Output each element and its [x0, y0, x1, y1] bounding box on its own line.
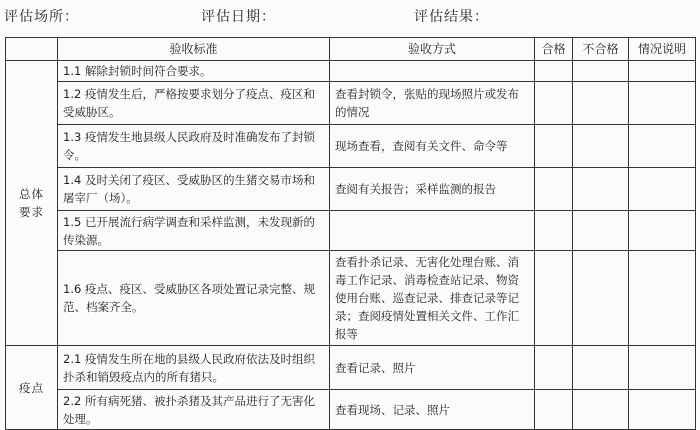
note-cell[interactable] — [629, 61, 696, 82]
note-cell[interactable] — [629, 251, 696, 346]
method-header: 验收方式 — [330, 38, 535, 61]
place-label: 评估场所： — [4, 9, 79, 25]
standard-header: 验收标准 — [58, 38, 330, 61]
acceptance-table — [5, 37, 696, 430]
pass-cell[interactable] — [535, 346, 573, 390]
result-label: 评估结果： — [414, 9, 489, 25]
note-cell[interactable] — [629, 82, 696, 125]
category-label-line1: 总体 — [19, 187, 44, 201]
standard-cell: 1.4 及时关闭了疫区、受威胁区的生猪交易市场和屠宰厂（场）。 — [58, 168, 330, 211]
note-cell[interactable] — [629, 125, 696, 168]
standard-cell: 2.2 所有病死猪、被扑杀猪及其产品进行了无害化处理。 — [58, 390, 330, 430]
method-cell: 现场查看，查阅有关文件、命令等 — [330, 125, 535, 168]
table-row — [6, 390, 696, 430]
note-cell[interactable] — [629, 211, 696, 251]
table-row — [6, 168, 696, 211]
table-header-row — [6, 38, 696, 61]
fail-cell[interactable] — [573, 82, 629, 125]
table-row — [6, 251, 696, 346]
fail-cell[interactable] — [573, 346, 629, 390]
category-label-line2: 要求 — [19, 205, 44, 219]
standard-cell: 1.1 解除封锁时间符合要求。 — [58, 61, 330, 82]
table-row — [6, 211, 696, 251]
method-cell: 查看记录、照片 — [330, 346, 535, 390]
standard-cell: 1.5 已开展流行病学调查和采样监测，未发现新的传染源。 — [58, 211, 330, 251]
method-cell — [330, 61, 535, 82]
date-label: 评估日期： — [201, 9, 276, 25]
pass-cell[interactable] — [535, 251, 573, 346]
standard-cell: 1.2 疫情发生后，严格按要求划分了疫点、疫区和受威胁区。 — [58, 82, 330, 125]
category-cell-epidemic-point: 疫点 — [6, 346, 58, 430]
fail-cell[interactable] — [573, 168, 629, 211]
pass-cell[interactable] — [535, 168, 573, 211]
table-row — [6, 82, 696, 125]
category-cell-general — [6, 61, 58, 346]
standard-cell: 1.3 疫情发生地县级人民政府及时准确发布了封锁令。 — [58, 125, 330, 168]
method-cell: 查看封锁令，张贴的现场照片或发布的情况 — [330, 82, 535, 125]
note-header: 情况说明 — [629, 38, 696, 61]
fail-cell[interactable] — [573, 61, 629, 82]
fail-cell[interactable] — [573, 251, 629, 346]
pass-cell[interactable] — [535, 61, 573, 82]
note-cell[interactable] — [629, 346, 696, 390]
pass-header: 合格 — [535, 38, 573, 61]
fail-cell[interactable] — [573, 211, 629, 251]
method-cell — [330, 211, 535, 251]
standard-cell: 1.6 疫点、疫区、受威胁区各项处置记录完整、规范、档案齐全。 — [58, 251, 330, 346]
pass-cell[interactable] — [535, 390, 573, 430]
table-row — [6, 61, 696, 82]
fail-header: 不合格 — [573, 38, 629, 61]
fail-cell[interactable] — [573, 125, 629, 168]
pass-cell[interactable] — [535, 82, 573, 125]
note-cell[interactable] — [629, 390, 696, 430]
method-cell: 查阅有关报告；采样监测的报告 — [330, 168, 535, 211]
pass-cell[interactable] — [535, 125, 573, 168]
note-cell[interactable] — [629, 168, 696, 211]
method-cell: 查看现场、记录、照片 — [330, 390, 535, 430]
method-cell: 查看扑杀记录、无害化处理台账、消毒工作记录、消毒检查站记录、物资使用台账、巡查记录、排查记录等记录；查阅疫情处置相关文件、工作汇报等 — [330, 251, 535, 346]
category-header — [6, 38, 58, 61]
fail-cell[interactable] — [573, 390, 629, 430]
table-row — [6, 346, 696, 390]
table-row — [6, 125, 696, 168]
pass-cell[interactable] — [535, 211, 573, 251]
standard-cell: 2.1 疫情发生所在地的县级人民政府依法及时组织扑杀和销毁疫点内的所有猪只。 — [58, 346, 330, 390]
